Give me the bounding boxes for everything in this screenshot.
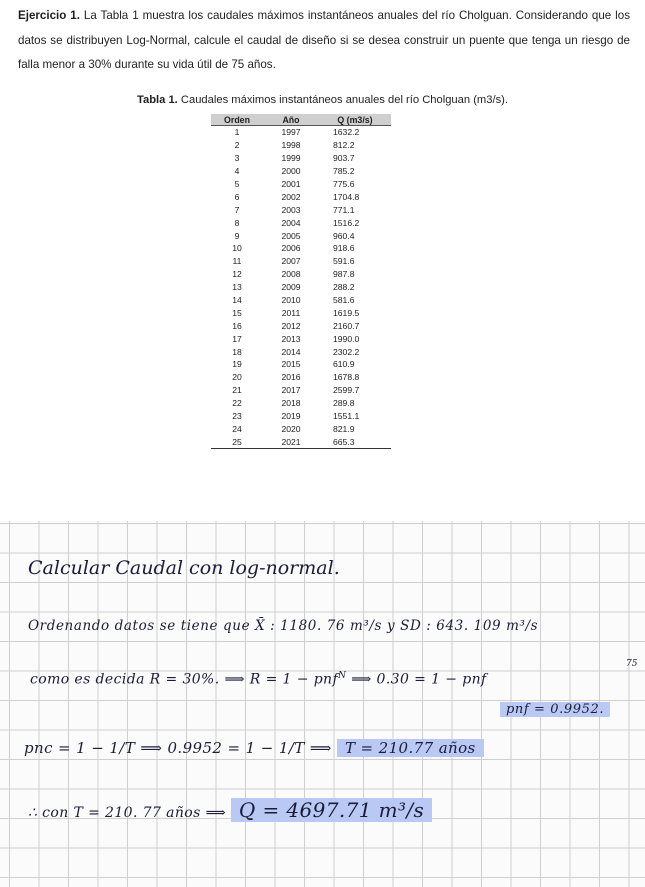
cell-year: 2016 bbox=[281, 372, 301, 383]
cell-flow: 591.6 bbox=[333, 256, 355, 267]
table-body bbox=[211, 126, 391, 449]
cell-year: 2013 bbox=[281, 333, 301, 344]
notes-exponent-75: 75 bbox=[626, 659, 638, 669]
cell-flow: 1551.1 bbox=[333, 411, 360, 422]
cell-year: 2012 bbox=[281, 320, 301, 331]
cell-order: 1 bbox=[234, 127, 240, 138]
table-caption-label: Tabla 1. bbox=[136, 94, 178, 106]
cell-order: 22 bbox=[232, 398, 242, 409]
cell-order: 24 bbox=[232, 423, 242, 434]
cell-order: 23 bbox=[232, 411, 242, 422]
cell-year: 2019 bbox=[281, 411, 301, 422]
cell-year: 2006 bbox=[281, 243, 301, 254]
cell-year: 2010 bbox=[281, 295, 301, 306]
notes-design-flow bbox=[28, 798, 432, 822]
cell-flow: 903.7 bbox=[333, 153, 355, 164]
cell-flow: 775.6 bbox=[333, 179, 355, 189]
cell-year: 2001 bbox=[281, 179, 301, 189]
cell-flow: 987.8 bbox=[333, 269, 355, 280]
notes-design-flow-prefix: ∴ con T = 210. 77 años ⟹ bbox=[28, 805, 227, 821]
col-header-order: Orden bbox=[211, 114, 263, 126]
cell-order: 13 bbox=[232, 282, 242, 293]
cell-year: 2017 bbox=[281, 385, 301, 396]
cell-flow: 288.2 bbox=[333, 282, 355, 293]
notes-return-period-eq: pnc = 1 − 1/T ⟹ 0.9952 = 1 − 1/T ⟹ bbox=[24, 739, 332, 757]
cell-order: 14 bbox=[232, 295, 242, 306]
cell-order: 25 bbox=[211, 435, 263, 448]
table-row bbox=[211, 281, 391, 294]
table-row bbox=[211, 178, 391, 191]
table-row bbox=[211, 435, 391, 448]
table-row bbox=[211, 268, 391, 281]
cell-order: 20 bbox=[232, 372, 242, 383]
table-row bbox=[211, 216, 391, 229]
table-row bbox=[211, 384, 391, 397]
table-row bbox=[211, 358, 391, 371]
cell-order: 21 bbox=[232, 385, 242, 396]
cell-order: 9 bbox=[234, 230, 240, 241]
cell-order: 8 bbox=[234, 217, 240, 228]
exercise-label: Ejercicio 1. bbox=[18, 9, 80, 22]
cell-order: 3 bbox=[234, 153, 240, 164]
table-row bbox=[211, 294, 391, 307]
cell-flow: 665.3 bbox=[319, 435, 391, 448]
cell-flow: 2160.7 bbox=[333, 320, 360, 331]
cell-flow: 785.2 bbox=[333, 166, 355, 177]
cell-order: 16 bbox=[232, 320, 242, 331]
cell-order: 2 bbox=[234, 140, 240, 151]
cell-flow: 1678.8 bbox=[333, 372, 360, 383]
cell-order: 5 bbox=[234, 179, 240, 189]
cell-year: 2008 bbox=[281, 269, 301, 280]
notes-return-period-highlight: T = 210.77 años bbox=[337, 739, 484, 757]
table-caption-text: Caudales máximos instantáneos anuales del río Cholguan (m3/s). bbox=[180, 94, 509, 106]
exercise-text: La Tabla 1 muestra los caudales máximos instantáneos anuales del río Cholguan. Considerando que los datos se distribuyen Log-Normal, calcule el caudal de diseño si se desea construir un puente que tenga un riesgo de falla menor a 30% durante su vida útil de 75 años. bbox=[18, 9, 630, 71]
cell-year: 1999 bbox=[281, 153, 301, 164]
cell-flow: 289.8 bbox=[333, 398, 355, 409]
cell-order: 6 bbox=[234, 191, 240, 202]
table-row bbox=[211, 306, 391, 319]
cell-year: 2009 bbox=[281, 282, 301, 293]
table-row bbox=[211, 332, 391, 345]
cell-year: 2005 bbox=[281, 230, 301, 241]
notes-mean-sd: Ordenando datos se tiene que X̄ : 1180. 76 m³/s y SD : 643. 109 m³/s bbox=[28, 618, 539, 634]
cell-year: 2015 bbox=[281, 359, 301, 370]
cell-year: 2020 bbox=[281, 423, 301, 434]
table-row bbox=[211, 255, 391, 268]
notes-risk-equation bbox=[30, 671, 487, 688]
cell-order: 7 bbox=[234, 204, 240, 215]
cell-order: 17 bbox=[232, 333, 242, 344]
table-row bbox=[211, 345, 391, 358]
cell-order: 15 bbox=[232, 307, 242, 318]
table-row bbox=[211, 319, 391, 332]
cell-order: 12 bbox=[232, 269, 242, 280]
notes-title: Calcular Caudal con log-normal. bbox=[28, 557, 340, 579]
table-row bbox=[211, 203, 391, 216]
cell-year: 2011 bbox=[281, 307, 301, 318]
cell-order: 11 bbox=[232, 256, 242, 267]
cell-year: 2003 bbox=[281, 204, 301, 215]
cell-order: 10 bbox=[232, 243, 242, 254]
cell-flow: 1516.2 bbox=[333, 217, 360, 228]
table-row bbox=[211, 229, 391, 242]
cell-flow: 1704.8 bbox=[333, 191, 360, 202]
cell-year: 1997 bbox=[281, 127, 301, 138]
notes-exponent-n: N bbox=[338, 671, 347, 681]
cell-flow: 2599.7 bbox=[333, 385, 360, 396]
handwritten-notes bbox=[0, 521, 645, 887]
cell-flow: 960.4 bbox=[333, 230, 355, 241]
notes-risk-equation-a: como es decida R = 30%. ⟹ R = 1 − pnf bbox=[30, 671, 339, 688]
cell-year: 2007 bbox=[281, 256, 301, 267]
cell-year: 1998 bbox=[281, 140, 301, 151]
notes-return-period bbox=[24, 739, 484, 757]
table-header-row bbox=[211, 114, 391, 126]
cell-year: 2000 bbox=[281, 166, 301, 177]
cell-year: 2002 bbox=[281, 191, 301, 202]
cell-flow: 812.2 bbox=[333, 140, 355, 151]
table-row bbox=[211, 152, 391, 165]
table-row bbox=[211, 422, 391, 435]
cell-year: 2004 bbox=[281, 217, 301, 228]
cell-flow: 1990.0 bbox=[333, 333, 360, 344]
table-row bbox=[211, 410, 391, 423]
cell-flow: 771.1 bbox=[333, 204, 355, 215]
table-caption bbox=[0, 94, 645, 106]
cell-flow: 610.9 bbox=[333, 359, 355, 370]
cell-flow: 918.6 bbox=[333, 243, 355, 254]
exercise-statement bbox=[18, 4, 630, 78]
cell-flow: 1619.5 bbox=[333, 307, 360, 318]
cell-flow: 581.6 bbox=[333, 295, 355, 306]
table-row bbox=[211, 126, 391, 139]
cell-year: 2014 bbox=[281, 346, 301, 357]
table-row bbox=[211, 165, 391, 178]
flow-data-table bbox=[211, 114, 391, 449]
notes-pnf-result: pnf = 0.9952. bbox=[500, 702, 610, 717]
table-row bbox=[211, 242, 391, 255]
cell-flow: 2302.2 bbox=[333, 346, 360, 357]
notes-design-flow-highlight: Q = 4697.71 m³/s bbox=[231, 798, 432, 822]
col-header-flow: Q (m3/s) bbox=[319, 114, 391, 126]
cell-order: 18 bbox=[232, 346, 242, 357]
notes-risk-equation-b: ⟹ 0.30 = 1 − pnf bbox=[346, 671, 487, 688]
table-row bbox=[211, 371, 391, 384]
cell-year: 2021 bbox=[263, 435, 319, 448]
cell-order: 4 bbox=[234, 166, 240, 177]
cell-order: 19 bbox=[232, 359, 242, 370]
cell-flow: 1632.2 bbox=[333, 127, 360, 138]
col-header-year: Año bbox=[263, 114, 319, 126]
table-row bbox=[211, 397, 391, 410]
cell-flow: 821.9 bbox=[333, 423, 355, 434]
table-row bbox=[211, 139, 391, 152]
table-row bbox=[211, 190, 391, 203]
cell-year: 2018 bbox=[281, 398, 301, 409]
